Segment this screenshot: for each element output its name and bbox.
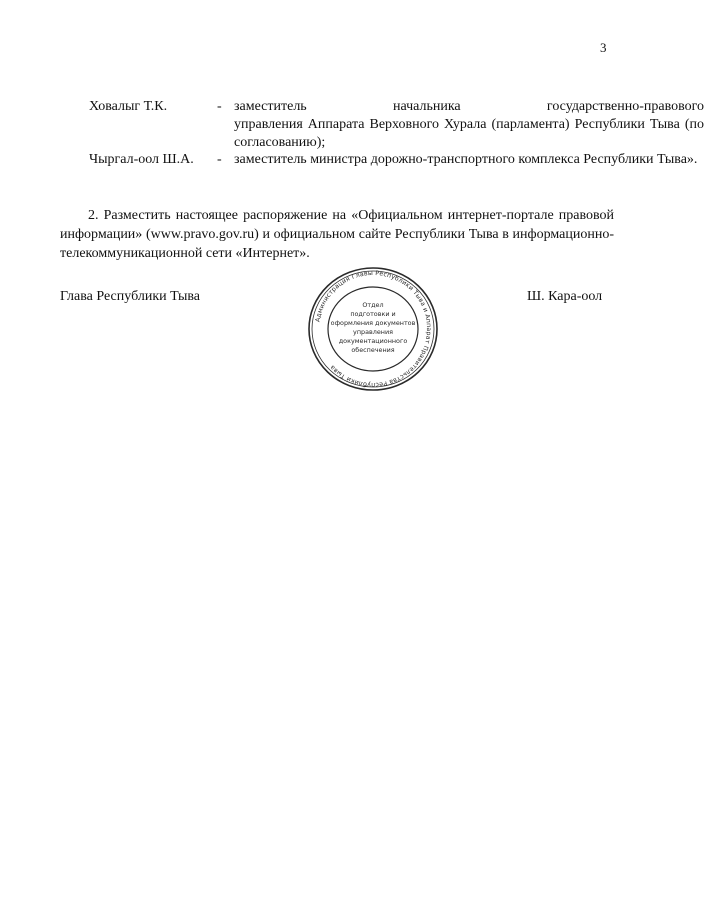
seal-center-line: подготовки и <box>350 310 396 318</box>
seal-center-line: управления <box>353 328 393 336</box>
seal-graphic <box>307 266 439 392</box>
official-seal <box>307 266 439 392</box>
page-number: 3 <box>600 40 607 55</box>
signer-name: Ш. Кара-оол <box>527 289 603 304</box>
member-name: Ховалыг Т.К. <box>89 99 168 114</box>
member-name: Чыргал-оол Ш.А. <box>89 152 194 167</box>
seal-ring-text: Администрация Главы Республики Тыва и Аппарат Правительства Республики Тыва <box>314 269 433 389</box>
seal-center-line: оформления документов <box>330 319 416 327</box>
member-dash: - <box>217 152 222 167</box>
seal-center-line: документационного <box>338 337 408 345</box>
seal-center-line: обеспечения <box>351 346 395 354</box>
item-2-paragraph: 2. Разместить настоящее распоряжение на «Официальном интернет-портале правовой информации» (www.pravo.gov.ru) и официальном сайте Республики Тыва в информационно-телекоммуникационной сети «Интернет». <box>60 208 614 261</box>
member-role <box>234 98 704 152</box>
member-role-line: заместитель начальника государственно-правового <box>234 99 704 114</box>
seal-center-line: Отдел <box>362 301 384 309</box>
member-role: заместитель министра дорожно-транспортного комплекса Республики Тыва». <box>234 152 698 167</box>
member-dash: - <box>217 99 222 114</box>
member-role-rest: управления Аппарата Верховного Хурала (парламента) Республики Тыва (по согласованию); <box>234 117 704 150</box>
signer-title: Глава Республики Тыва <box>60 289 201 304</box>
